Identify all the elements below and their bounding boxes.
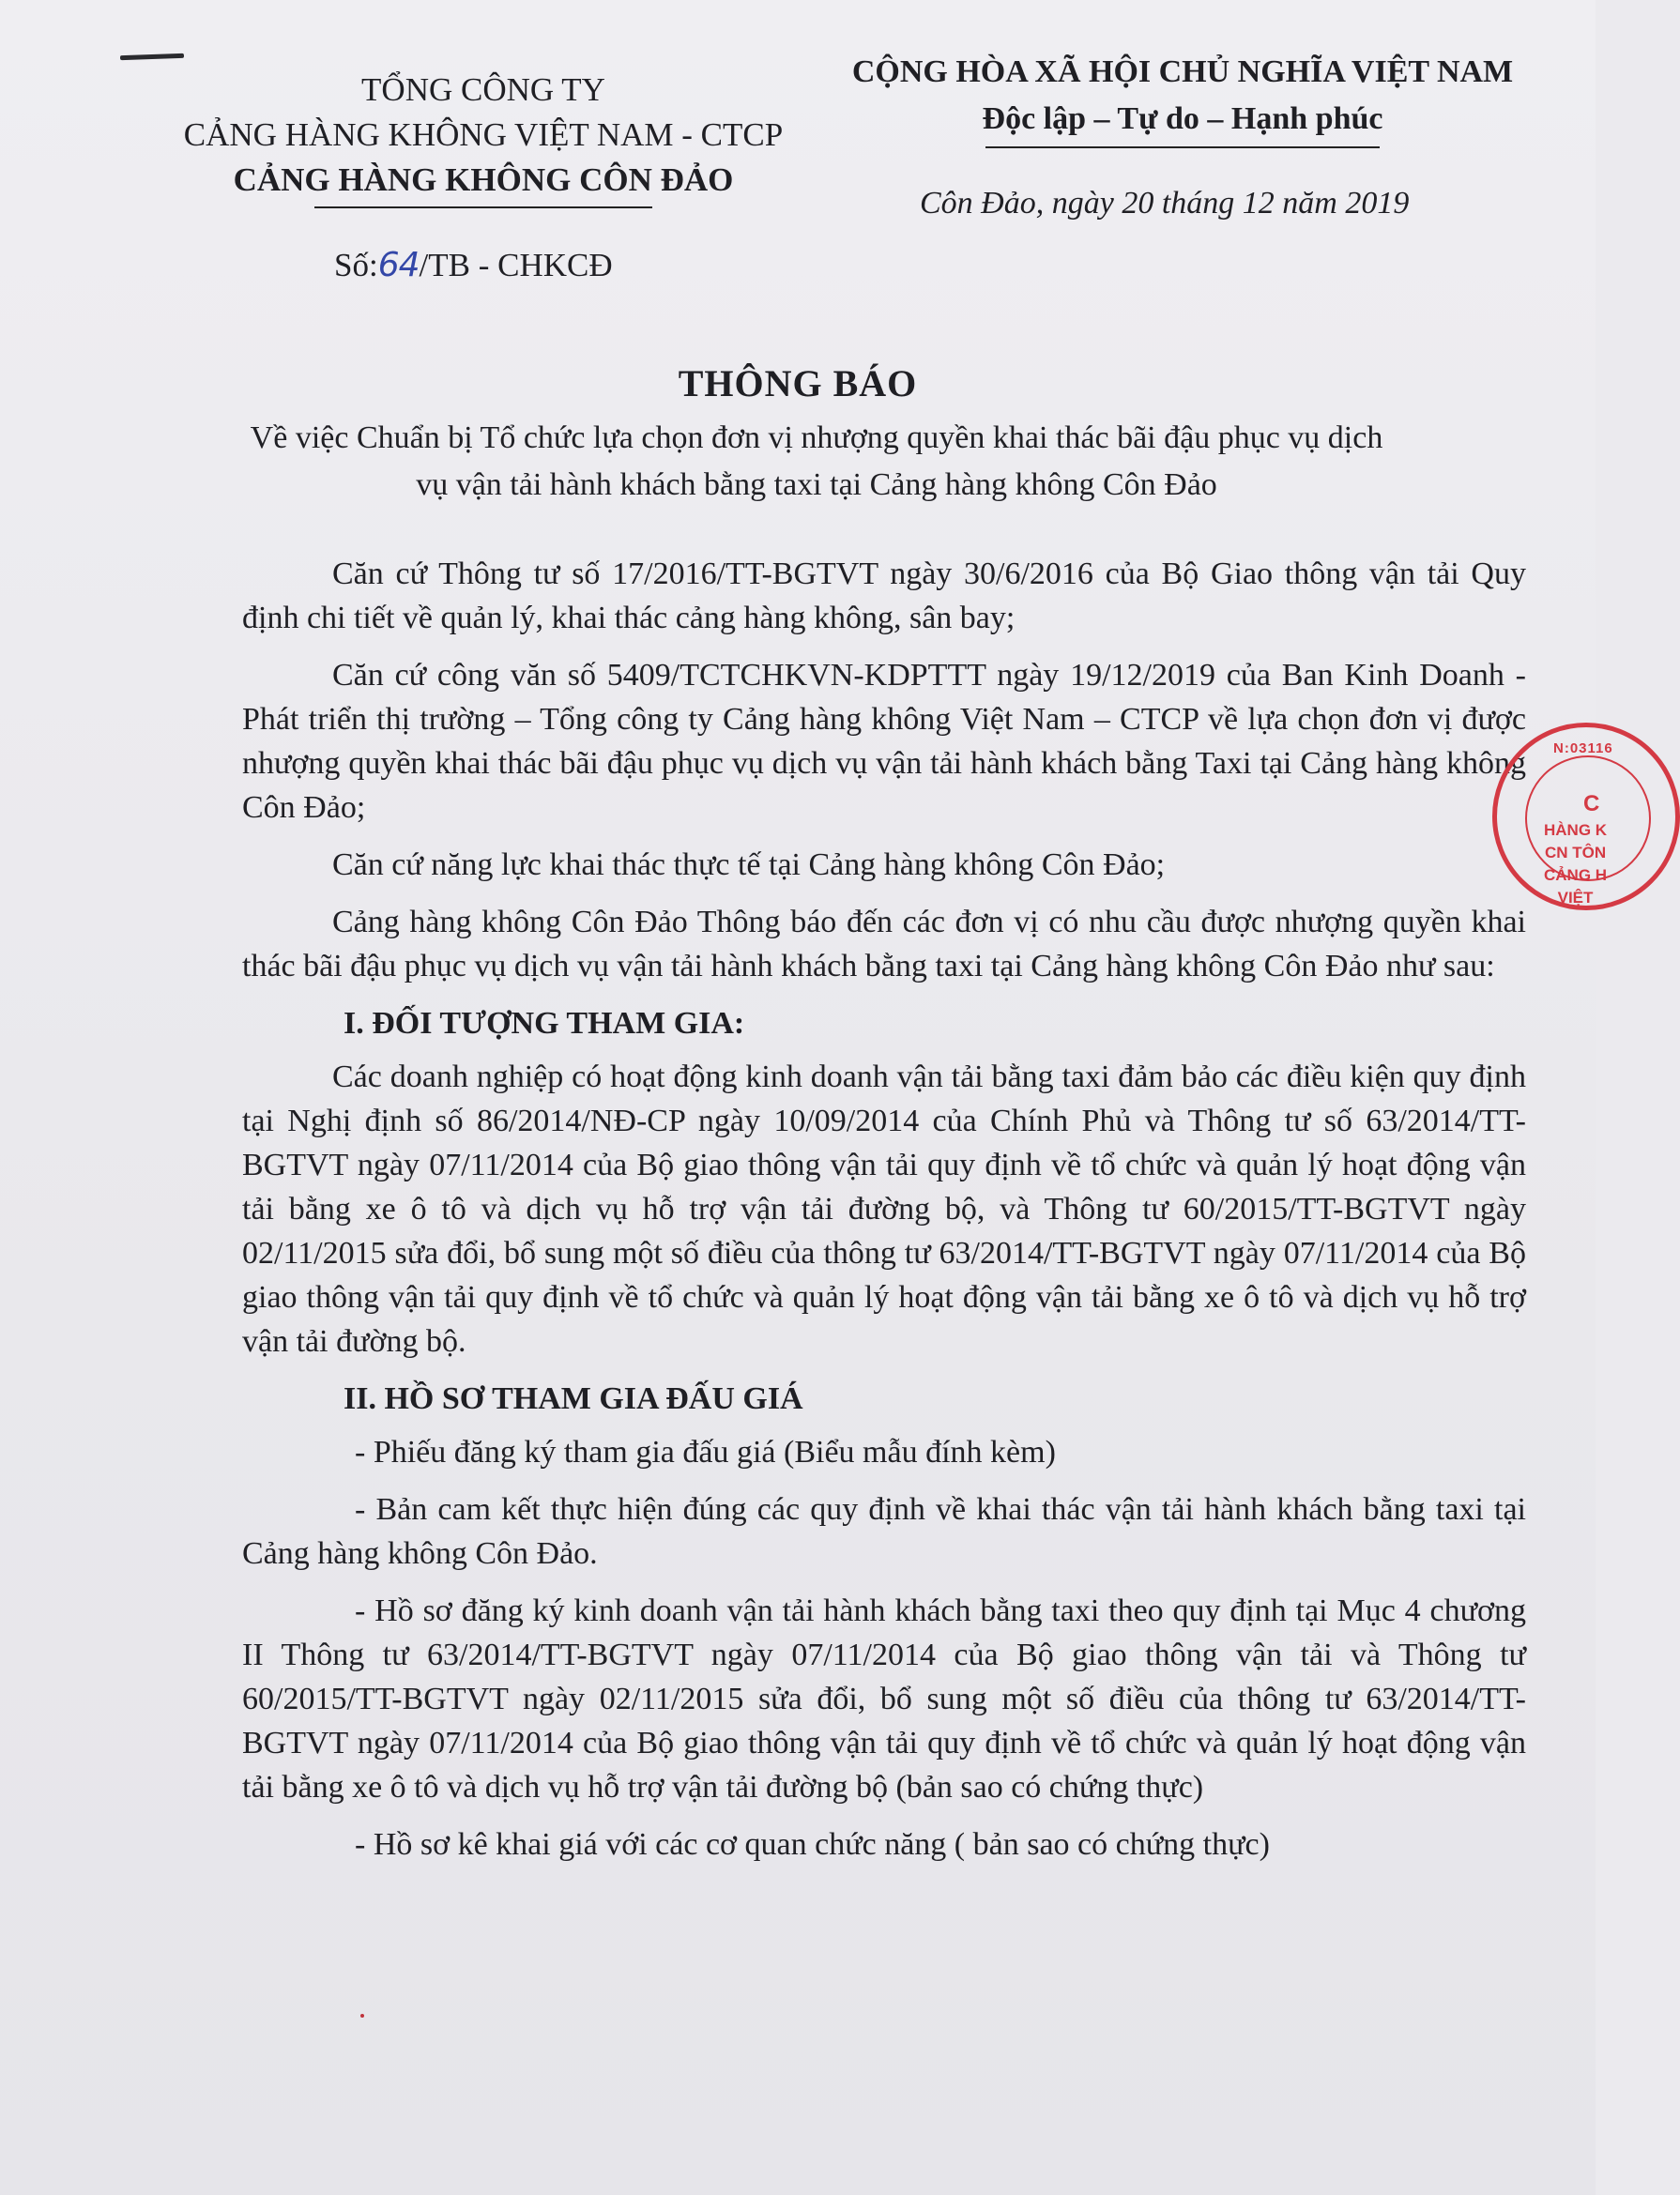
seal-line: VIỆT bbox=[1557, 889, 1594, 907]
seal-line: CN TÔN bbox=[1544, 844, 1607, 861]
seal-line: HÀNG K bbox=[1544, 821, 1608, 839]
section-2-heading: II. HỒ SƠ THAM GIA ĐẤU GIÁ bbox=[344, 1381, 803, 1416]
official-seal bbox=[1492, 723, 1680, 910]
issuer-underline bbox=[314, 206, 652, 208]
document-number bbox=[334, 246, 613, 284]
issuer-corporation: CẢNG HÀNG KHÔNG VIỆT NAM - CTCP bbox=[183, 116, 784, 153]
national-motto: Độc lập – Tự do – Hạnh phúc bbox=[982, 101, 1383, 136]
issuer-name: CẢNG HÀNG KHÔNG CÔN ĐẢO bbox=[233, 161, 734, 198]
section-1-text: Các doanh nghiệp có hoạt động kinh doanh vận tải bằng taxi đảm bảo các điều kiện quy định tại Nghị định số 86/2014/NĐ-CP ngày 10/09/2014 của Chính Phủ và Thông tư số 63/2014/TT-BGTVT ngày 07/11/2014 của Bộ giao thông vận tải quy định về tổ chức và quản lý hoạt động vận tải bằng xe ô tô và dịch vụ hỗ trợ vận tải đường bộ, và Thông tư 60/2015/TT-BGTVT ngày 02/11/2015 sửa đổi, bổ sung một số điều của thông tư 63/2014/TT-BGTVT ngày 07/11/2014 của Bộ giao thông vận tải quy định về tổ chức và quản lý hoạt động vận tải bằng xe ô tô và dịch vụ hỗ trợ vận tải đường bộ. bbox=[242, 1059, 1526, 1359]
paragraph-legal-basis-1: Căn cứ Thông tư số 17/2016/TT-BGTVT ngày 30/6/2016 của Bộ Giao thông vận tải Quy định chi tiết về quản lý, khai thác cảng hàng không, sân bay; bbox=[242, 556, 1526, 635]
doc-number-prefix: Số: bbox=[334, 247, 378, 283]
seal-letter: C bbox=[1583, 791, 1600, 816]
list-item: - Bản cam kết thực hiện đúng các quy định về khai thác vận tải hành khách bằng taxi tại Cảng hàng không Côn Đảo. bbox=[242, 1492, 1526, 1571]
issuer-parent: TỔNG CÔNG TY bbox=[361, 71, 605, 108]
paragraph-legal-basis-3: Căn cứ năng lực khai thác thực tế tại Cảng hàng không Côn Đảo; bbox=[332, 847, 1166, 882]
date-line: Côn Đảo, ngày 20 tháng 12 năm 2019 bbox=[920, 186, 1410, 221]
paragraph-announcement: Cảng hàng không Côn Đảo Thông báo đến các đơn vị có nhu cầu được nhượng quyền khai thác bãi đậu phục vụ dịch vụ vận tải hành khách bằng taxi tại Cảng hàng không Côn Đảo như sau: bbox=[242, 905, 1526, 983]
ink-speck bbox=[360, 2014, 364, 2018]
document-title: THÔNG BÁO bbox=[678, 362, 918, 404]
seal-line: CẢNG H bbox=[1544, 866, 1608, 884]
doc-number-suffix: /TB - CHKCĐ bbox=[419, 247, 613, 283]
issuer-block bbox=[150, 68, 817, 208]
document-body bbox=[242, 552, 1526, 1880]
list-item: - Hồ sơ đăng ký kinh doanh vận tải hành khách bằng taxi theo quy định tại Mục 4 chương II Thông tư 63/2014/TT-BGTVT ngày 07/11/2014 của Bộ giao thông vận tải và Thông tư 60/2015/TT-BGTVT ngày 02/11/2015 sửa đổi, bổ sung một số điều của thông tư 63/2014/TT-BGTVT ngày 07/11/2014 của Bộ giao thông vận tải quy định về tổ chức và quản lý hoạt động vận tải bằng xe ô tô và dịch vụ hỗ trợ vận tải đường bộ (bản sao có chứng thực) bbox=[242, 1593, 1526, 1805]
doc-number-handwritten: 64 bbox=[377, 246, 420, 284]
scan-artifact bbox=[120, 53, 184, 60]
motto-underline bbox=[985, 146, 1380, 148]
section-1-heading: I. ĐỐI TƯỢNG THAM GIA: bbox=[344, 1006, 745, 1041]
seal-number: N:03116 bbox=[1553, 740, 1613, 756]
list-item: - Phiếu đăng ký tham gia đấu giá (Biểu mẫu đính kèm) bbox=[355, 1435, 1056, 1470]
seal-text bbox=[1544, 819, 1607, 909]
document-subject: Về việc Chuẩn bị Tổ chức lựa chọn đơn vị nhượng quyền khai thác bãi đậu phục vụ dịch vụ vận tải hành khách bằng taxi tại Cảng hàng không Côn Đảo bbox=[250, 420, 1383, 502]
paragraph-legal-basis-2: Căn cứ công văn số 5409/TCTCHKVN-KDPTTT ngày 19/12/2019 của Ban Kinh Doanh - Phát triển thị trường – Tổng công ty Cảng hàng không Việt Nam – CTCP về lựa chọn đơn vị được nhượng quyền khai thác bãi đậu phục vụ dịch vụ vận tải hành khách bằng Taxi tại Cảng hàng không Côn Đảo; bbox=[242, 658, 1526, 825]
national-title: CỘNG HÒA XÃ HỘI CHỦ NGHĨA VIỆT NAM bbox=[851, 54, 1514, 89]
list-item: - Hồ sơ kê khai giá với các cơ quan chức năng ( bản sao có chứng thực) bbox=[355, 1827, 1270, 1862]
national-header bbox=[817, 49, 1549, 148]
